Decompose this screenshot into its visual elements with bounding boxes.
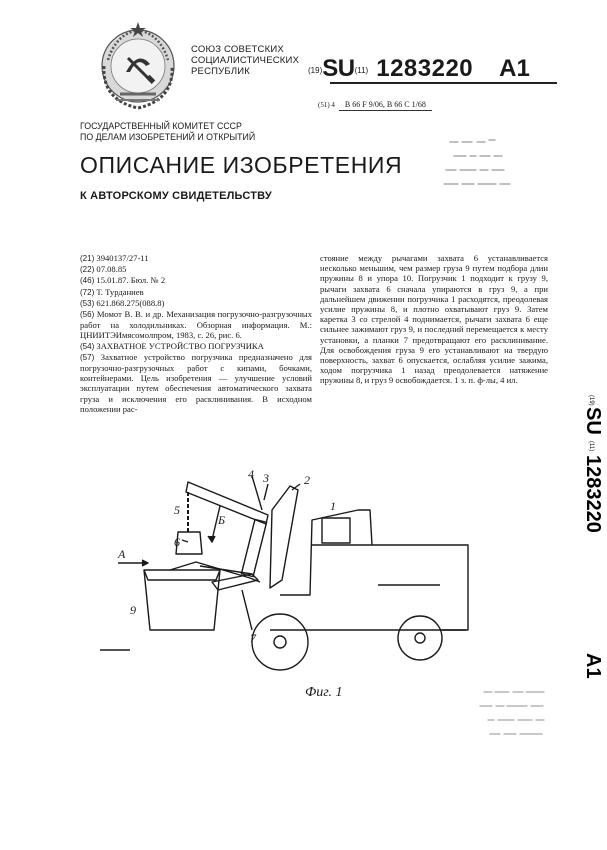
country-code: (19) xyxy=(308,66,323,75)
bib-item: (46) 15.01.87. Бюл. № 2 xyxy=(80,275,166,286)
label-5: 5 xyxy=(174,503,180,517)
patent-number: 1283220 xyxy=(376,55,474,82)
label-9: 9 xyxy=(130,603,136,617)
invention-title: (54) ЗАХВАТНОЕ УСТРОЙСТВО ПОГРУЗЧИКА xyxy=(80,340,264,351)
ipc-value: B 66 F 9/06, B 66 C 1/68 xyxy=(339,100,432,111)
bottom-stamp-icon xyxy=(470,684,580,746)
side-patent-number xyxy=(575,395,604,695)
svg-text:SU: SU xyxy=(582,407,604,435)
country-abbr: SU xyxy=(322,55,355,82)
figure-caption: Фиг. 1 xyxy=(305,685,343,700)
ussr-emblem-icon xyxy=(92,20,184,116)
label-6: 6 xyxy=(174,535,180,549)
library-stamp-icon xyxy=(410,134,550,202)
label-7: 7 xyxy=(250,631,256,645)
figure-1-drawing xyxy=(100,467,480,680)
label-1: 1 xyxy=(330,499,336,513)
label-4: 4 xyxy=(248,467,254,481)
references: (56) Момот В. В. и др. Механизация погрузочно-разгрузочных работ на холодильниках. Обзорная информация. М.: ЦНИИТЭИмясомолпром, 1983, с. 26, рис. 6. xyxy=(80,309,312,341)
number-underline xyxy=(330,82,557,84)
label-3: 3 xyxy=(263,471,269,485)
abstract-right: стояние между рычагами захвата 6 устанавливается несколько меньшим, чем размер груза 9 путем подбора длин пружины 8 и упора 10. Погрузчик 1 подходит к грузу 9, рычаги захвата 6 сначала упираются в груз 9, а при дальнейшем движении погрузчика 1 расходятся, преодолевая усилие пружины 8, и плотно охватывают груз 9. Затем каретка 3 со стрелой 4 поднимается, рычаги захвата 6 еще сильнее зажимают груз 9, и последний перемещается к месту установки, а планки 7 предотвращают его расклинивание. Для освобождения груза 9 его устанавливают на твердую поверхность, захват 6 опускается, ослабляя усилие зажима, ходом погрузчика 1 назад преодолевается натяжение пружины 8, и груз 9 освобождается. 1 з. п. ф-лы, 4 ил. xyxy=(320,253,548,386)
number-code: (11) xyxy=(354,66,369,75)
doc-kind: A1 xyxy=(499,55,530,82)
left-text-column xyxy=(80,253,312,414)
bib-item: (21) 3940137/27-11 xyxy=(80,253,149,263)
bib-item: (72) Т. Турданиев xyxy=(80,286,144,297)
bib-item: (22) 07.08.85 xyxy=(80,264,127,275)
bib-item: (53) 621.868.275(088.8) xyxy=(80,297,165,308)
label-a: А xyxy=(118,547,126,561)
label-2: 2 xyxy=(304,473,310,487)
abstract-left: (57) Захватное устройство погрузчика предназначено для погрузочно-разгрузочных работ с кипами, бочками, контейнерами. Цель изобретения — улучшение условий эксплуатации путем обеспечения автоматического захвата груза и исключения его расклинивания. В исходном положении рас- xyxy=(80,351,312,414)
label-b: Б xyxy=(218,513,226,527)
ipc-classification: (51) 4 B 66 F 9/06, B 66 C 1/68 xyxy=(318,100,432,109)
document-subtitle: К АВТОРСКОМУ СВИДЕТЕЛЬСТВУ xyxy=(80,190,272,202)
document-title: ОПИСАНИЕ ИЗОБРЕТЕНИЯ xyxy=(80,152,403,178)
svg-text:1283220: 1283220 xyxy=(582,455,604,533)
svg-text:A1: A1 xyxy=(582,653,604,679)
svg-text:(19): (19) xyxy=(588,395,594,406)
country-name: СОЮЗ СОВЕТСКИХ СОЦИАЛИСТИЧЕСКИХ РЕСПУБЛИК xyxy=(191,44,300,77)
patent-number-line xyxy=(308,55,530,81)
committee-name: ГОСУДАРСТВЕННЫЙ КОМИТЕТ СССР ПО ДЕЛАМ ИЗОБРЕТЕНИЙ И ОТКРЫТИЙ xyxy=(80,121,256,142)
svg-text:(11): (11) xyxy=(588,441,594,452)
